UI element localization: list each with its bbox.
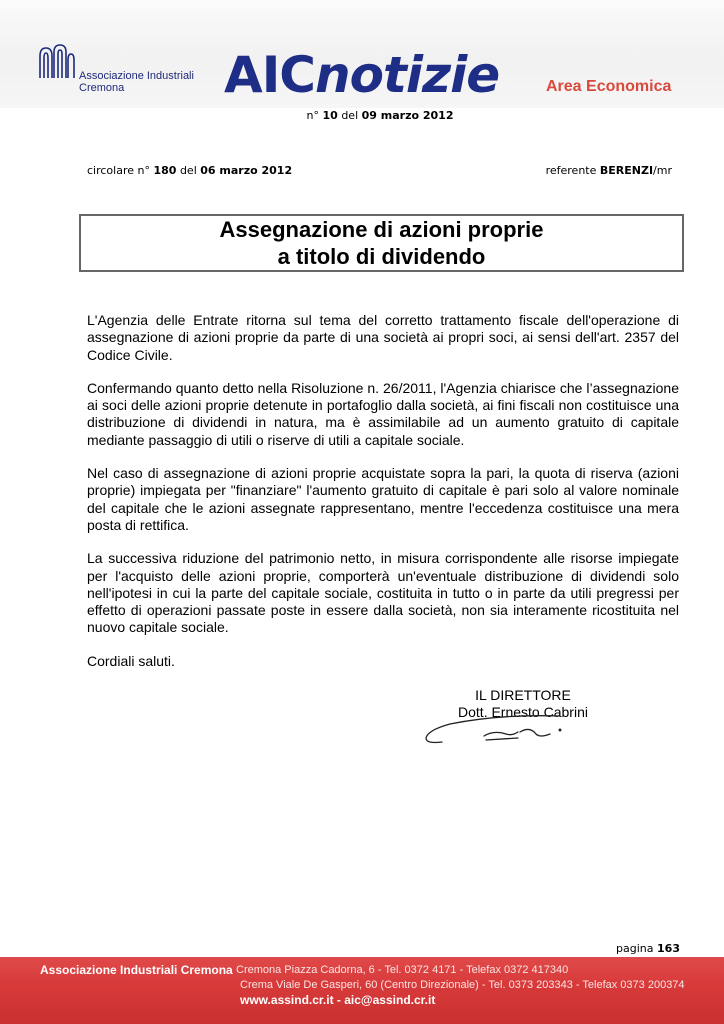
- area-label: Area Economica: [546, 78, 672, 95]
- footer-org-name: Associazione Industriali Cremona: [40, 963, 233, 977]
- body-paragraph: L'Agenzia delle Entrate ritorna sul tema del corretto trattamento fiscale dell'operazione di assegnazione di azioni proprie da parte di una società ai propri soci, ai sensi dell'art. 2357 del Codice Civile.: [87, 312, 679, 363]
- association-name-line2: Cremona: [79, 82, 125, 94]
- brand-title: [224, 48, 499, 102]
- circular-info: [87, 164, 292, 177]
- page-number: [616, 942, 680, 955]
- association-name: [79, 70, 194, 94]
- brand-prefix: AIC: [224, 46, 315, 104]
- body-paragraph: Confermando quanto detto nella Risoluzione n. 26/2011, l'Agenzia chiarisce che l’assegnazione ai soci delle azioni proprie detenute in portafoglio dalla società, ai fini fiscali non costituisce una distribuzione di dividendi in natura, ma è assimilabile ad un aumento gratuito di capitale mediante passaggio di utili o riserve di utili a capitale sociale.: [87, 379, 679, 448]
- circular-label: circolare n°: [87, 164, 150, 177]
- page-value: 163: [657, 942, 680, 955]
- referent-suffix: /mr: [653, 164, 672, 177]
- issue-date: 09 marzo 2012: [361, 109, 454, 122]
- association-name-line1: Associazione Industriali: [79, 70, 194, 82]
- issue-number: 10: [322, 109, 338, 122]
- issue-label-of: del: [341, 109, 359, 122]
- issue-label-no: n°: [306, 109, 319, 122]
- body-paragraph: Nel caso di assegnazione di azioni proprie acquistate sopra la pari, la quota di riserva (azioni proprie) impiegata per "finanziare" l'aumento gratuito di capitale è pari solo al valore nominale del capitale che le azioni assegnate rappresentano, mentre l'eccedenza costituisce una mera posta di rettifica.: [87, 465, 679, 533]
- circular-number: 180: [153, 164, 177, 177]
- signatory-name: Dott. Ernesto Cabrini: [458, 704, 588, 720]
- handwritten-signature-icon: [420, 700, 570, 750]
- footer-web-contacts: www.assind.cr.it - aic@assind.cr.it: [240, 993, 436, 1007]
- footer-address-crema: Crema Viale De Gasperi, 60 (Centro Direzionale) - Tel. 0373 203343 - Telefax 0373 200374: [240, 979, 685, 991]
- circular-label-of: del: [179, 164, 197, 177]
- body-paragraph: La successiva riduzione del patrimonio netto, in misura corrispondente alle risorse impiegate per l'acquisto delle azioni proprie, comporterà un'eventuale distribuzione di dividendi solo nell'ipotesi in cui la parte del capitale sociale, costituita in tutto o in parte da utili pregressi per effetto di operazioni passate poste in essere dalla società, non sia interamente ricostituita nel nuovo capitale sociale.: [87, 550, 679, 636]
- referent-info: [546, 164, 672, 177]
- issue-line: [0, 109, 724, 122]
- circular-date: 06 marzo 2012: [200, 164, 293, 177]
- document-body: [87, 312, 679, 686]
- page-label: pagina: [616, 942, 654, 955]
- brand-suffix: notizie: [315, 46, 500, 104]
- signatory-role: IL DIRETTORE: [475, 687, 571, 703]
- referent-label: referente: [545, 164, 597, 177]
- footer-address-cremona: Cremona Piazza Cadorna, 6 - Tel. 0372 4171 - Telefax 0372 417340: [236, 964, 569, 976]
- closing-salutation: Cordiali saluti.: [87, 652, 175, 669]
- referent-name: BERENZI: [599, 164, 654, 177]
- document-title-box: [79, 214, 684, 272]
- document-title-line2: a titolo di dividendo: [277, 244, 486, 269]
- document-title-line1: Assegnazione di azioni proprie: [219, 217, 544, 242]
- association-logo-icon: [36, 42, 76, 82]
